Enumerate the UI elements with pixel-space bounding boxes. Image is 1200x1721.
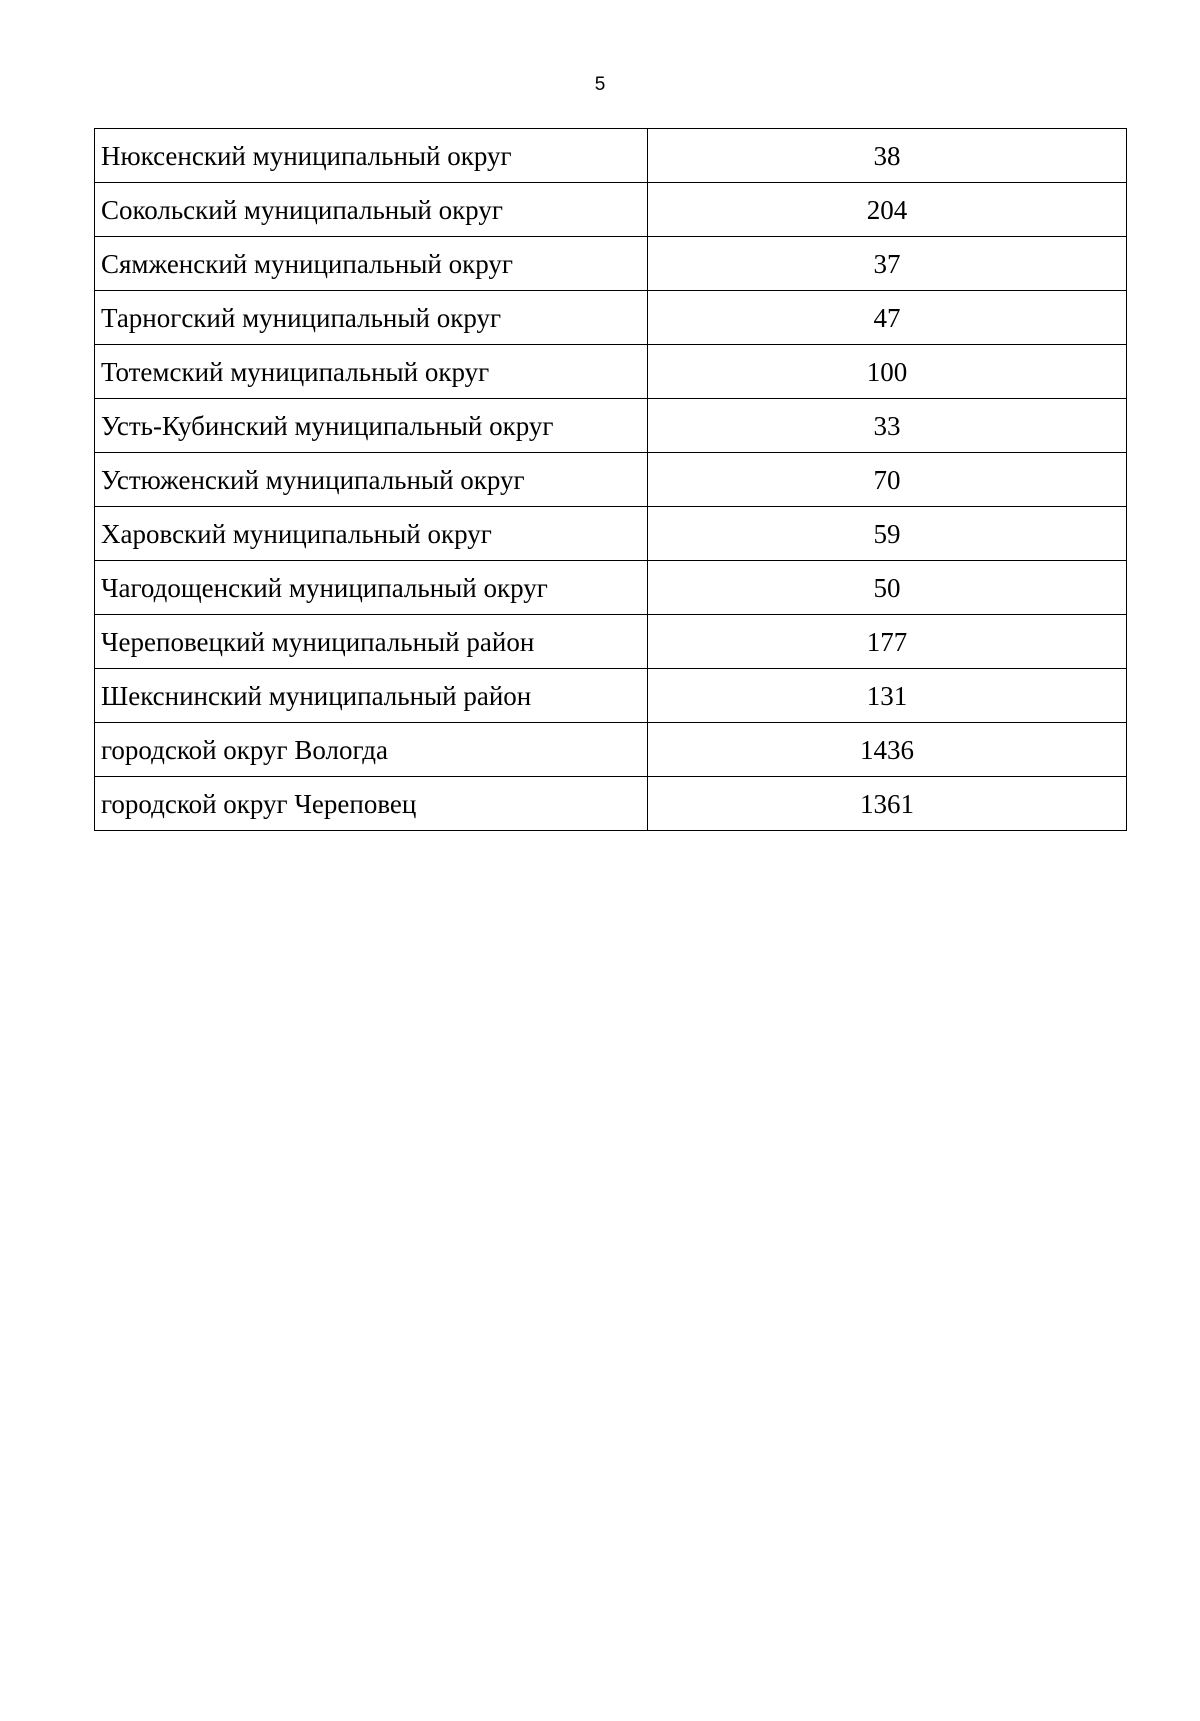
municipality-name-cell: Харовский муниципальный округ (95, 507, 648, 561)
table-row (95, 291, 1127, 345)
municipality-name-cell: Сокольский муниципальный округ (95, 183, 648, 237)
table-row (95, 399, 1127, 453)
table-row (95, 237, 1127, 291)
table-row (95, 669, 1127, 723)
value-cell: 50 (648, 561, 1127, 615)
table-row (95, 183, 1127, 237)
value-cell: 1436 (648, 723, 1127, 777)
table-row (95, 129, 1127, 183)
value-cell: 59 (648, 507, 1127, 561)
table-row (95, 507, 1127, 561)
table-row (95, 345, 1127, 399)
municipality-name-cell: Устюженский муниципальный округ (95, 453, 648, 507)
municipality-name-cell: Череповецкий муниципальный район (95, 615, 648, 669)
value-cell: 1361 (648, 777, 1127, 831)
municipality-name-cell: Нюксенский муниципальный округ (95, 129, 648, 183)
table-row (95, 561, 1127, 615)
data-table (94, 128, 1127, 831)
value-cell: 47 (648, 291, 1127, 345)
municipality-name-cell: Тарногский муниципальный округ (95, 291, 648, 345)
page-number: 5 (594, 74, 606, 95)
value-cell: 70 (648, 453, 1127, 507)
table-body (95, 129, 1127, 831)
municipality-name-cell: Усть-Кубинский муниципальный округ (95, 399, 648, 453)
table-row (95, 723, 1127, 777)
table-row (95, 453, 1127, 507)
municipality-name-cell: Шекснинский муниципальный район (95, 669, 648, 723)
value-cell: 33 (648, 399, 1127, 453)
municipality-name-cell: Тотемский муниципальный округ (95, 345, 648, 399)
value-cell: 37 (648, 237, 1127, 291)
value-cell: 204 (648, 183, 1127, 237)
municipality-name-cell: Чагодощенский муниципальный округ (95, 561, 648, 615)
municipality-name-cell: городской округ Вологда (95, 723, 648, 777)
value-cell: 177 (648, 615, 1127, 669)
value-cell: 131 (648, 669, 1127, 723)
municipality-name-cell: городской округ Череповец (95, 777, 648, 831)
table-row (95, 615, 1127, 669)
table-row (95, 777, 1127, 831)
value-cell: 100 (648, 345, 1127, 399)
municipality-name-cell: Сямженский муниципальный округ (95, 237, 648, 291)
value-cell: 38 (648, 129, 1127, 183)
